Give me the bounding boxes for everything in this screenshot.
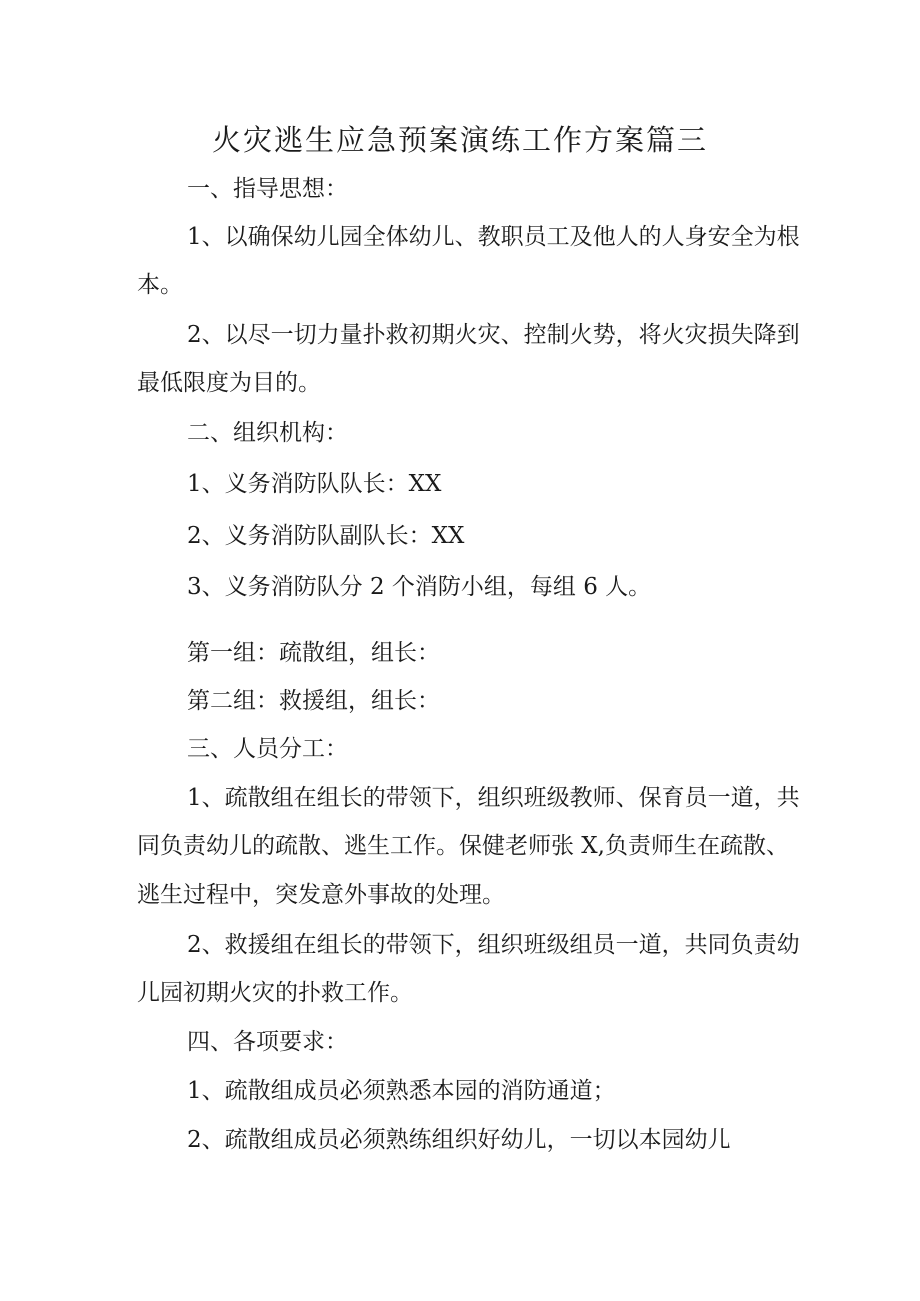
list-item: 1、疏散组成员必须熟悉本园的消防通道； xyxy=(187,1078,616,1104)
paragraph-line: 本。 xyxy=(137,272,183,298)
document-title: 火灾逃生应急预案演练工作方案篇三 xyxy=(211,123,708,157)
list-item: 2、义务消防队副队长：XX xyxy=(187,523,465,549)
paragraph-line: 2、以尽一切力量扑救初期火灾、控制火势，将火灾损失降到 xyxy=(187,322,800,348)
paragraph-line: 逃生过程中，突发意外事故的处理。 xyxy=(137,882,505,908)
paragraph-line: 1、以确保幼儿园全体幼儿、教职员工及他人的人身安全为根 xyxy=(187,224,800,250)
section-heading: 四、各项要求： xyxy=(187,1029,348,1055)
paragraph-line: 2、救援组在组长的带领下，组织班级组员一道，共同负责幼 xyxy=(187,932,800,958)
section-heading: 三、人员分工： xyxy=(187,736,348,762)
paragraph-line: 儿园初期火灾的扑救工作。 xyxy=(137,980,413,1006)
section-heading: 一、指导思想： xyxy=(187,176,348,202)
paragraph-line: 最低限度为目的。 xyxy=(137,370,321,396)
section-heading: 二、组织机构： xyxy=(187,420,348,446)
paragraph-line: 1、疏散组在组长的带领下，组织班级教师、保育员一道，共 xyxy=(187,785,800,811)
list-item: 1、义务消防队队长：XX xyxy=(187,471,442,497)
list-item: 第一组：疏散组，组长： xyxy=(187,640,440,666)
list-item: 第二组：救援组，组长： xyxy=(187,688,440,714)
list-item: 3、义务消防队分 2 个消防小组，每组 6 人。 xyxy=(187,574,652,600)
list-item: 2、疏散组成员必须熟练组织好幼儿，一切以本园幼儿 xyxy=(187,1127,731,1153)
paragraph-line: 同负责幼儿的疏散、逃生工作。保健老师张 X,负责师生在疏散、 xyxy=(137,833,789,859)
